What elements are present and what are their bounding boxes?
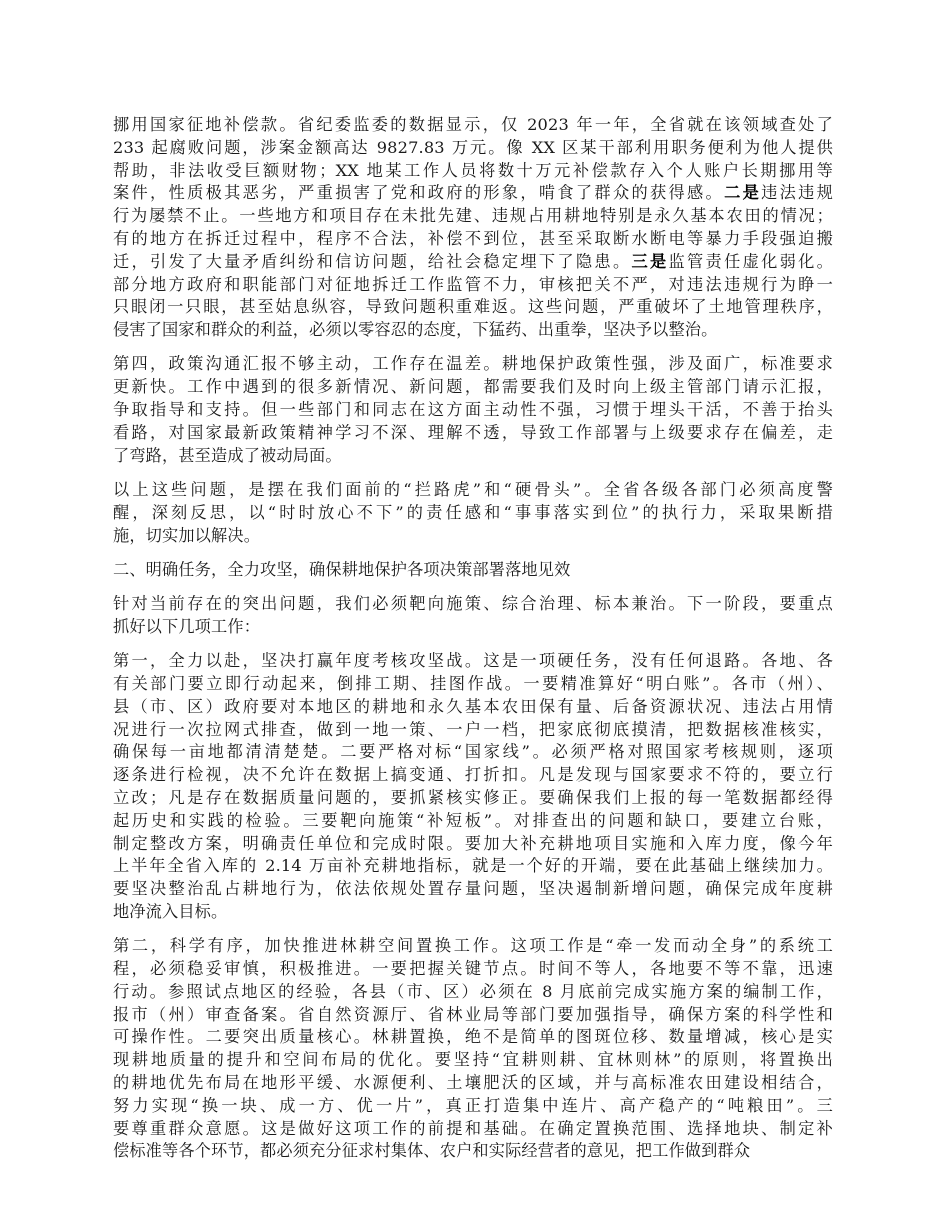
text-run: 的耕地优先布局在地形平缓、水源便利、土壤肥沃的区域，并与高标准农田建设相结合，	[113, 1073, 833, 1093]
text-run: 违法违规	[761, 183, 833, 203]
text-run: 行为屡禁不止。一些地方和项目存在未批先建、违规占用耕地特别是永久基本农田的情况；	[113, 206, 833, 226]
text-run: 挪用国家征地补偿款。省纪委监委的数据显示，仅 2023 年一年，全省就在该领域查处了	[113, 115, 833, 134]
text-run: 帮助，非法收受巨额财物；XX 地某工作人员将数十万元补偿款存入个人账户长期挪用等	[113, 160, 833, 180]
text-line	[113, 593, 833, 616]
text-line	[113, 1004, 833, 1027]
text-run: 迁，引发了大量矛盾纠纷和信访问题，给社会稳定埋下了隐患。	[113, 251, 632, 271]
text-run: 要尊重群众意愿。这是做好这项工作的前提和基础。在确定置换范围、选择地块、制定补	[113, 1118, 833, 1138]
text-line	[113, 137, 833, 160]
text-line	[113, 981, 833, 1004]
text-run: 努力实现“换一块、成一方、优一片”，真正打造集中连片、高产稳产的“吨粮田”。三	[113, 1095, 833, 1115]
text-line	[113, 182, 833, 205]
text-run: 第四，政策沟通汇报不够主动，工作存在温差。耕地保护政策性强，涉及面广，标准要求	[113, 354, 833, 374]
text-run: 县（市、区）政府要对本地区的耕地和永久基本农田保有量、后备资源状况、违法占用情	[113, 696, 833, 716]
paragraph	[113, 479, 833, 547]
text-run: 程，必须稳妥审慎，积极推进。一要把握关键节点。时间不等人，各地要不等不靠，迅速	[113, 959, 833, 979]
text-line	[113, 1072, 833, 1095]
bold-emphasis: 三是	[631, 251, 669, 271]
text-line	[113, 228, 833, 251]
text-run: 可操作性。二要突出质量核心。林耕置换，绝不是简单的图斑位移、数量增减，核心是实	[113, 1027, 833, 1047]
text-run: 确保每一亩地都清清楚楚。二要严格对标“国家线”。必须严格对照国家考核规则，逐项	[113, 742, 833, 762]
text-run: 立改；凡是存在数据质量问题的，要抓紧核实修正。要确保我们上报的每一笔数据都经得	[113, 788, 833, 808]
text-run: 施，切实加以解决。	[113, 525, 261, 545]
text-run: 监管责任虚化弱化。	[668, 251, 833, 271]
text-line	[113, 878, 833, 901]
text-line	[113, 251, 833, 274]
text-line	[113, 650, 833, 673]
text-line	[113, 376, 833, 399]
text-line	[113, 445, 833, 468]
text-run: 以上这些问题，是摆在我们面前的“拦路虎”和“硬骨头”。全省各级各部门必须高度警	[113, 479, 833, 499]
text-run: 看路，对国家最新政策精神学习不深、理解不透，导致工作部署与上级要求存在偏差，走	[113, 422, 833, 442]
text-run: 抓好以下几项工作：	[113, 616, 261, 636]
text-line	[113, 1140, 833, 1163]
text-run: 上半年全省入库的 2.14 万亩补充耕地指标，就是一个好的开端，要在此基础上继续加力。	[113, 856, 833, 876]
text-run: 况进行一次拉网式排查，做到一地一策、一户一档，把家底彻底摸清，把数据核准核实，	[113, 719, 833, 739]
text-line	[113, 1095, 833, 1118]
text-run: 行动。参照试点地区的经验，各县（市、区）必须在 8 月底前完成实施方案的编制工作，	[113, 981, 833, 1001]
text-run: 侵害了国家和群众的利益，必须以零容忍的态度，下猛药、出重拳，坚决予以整治。	[113, 320, 718, 340]
text-line	[113, 616, 833, 639]
text-run: 有关部门要立即行动起来，倒排工期、挂图作战。一要精准算好“明白账”。各市（州）、	[113, 674, 833, 694]
text-line	[113, 1118, 833, 1141]
text-run: 了弯路，甚至造成了被动局面。	[113, 445, 342, 465]
text-line	[113, 353, 833, 376]
text-line	[113, 559, 833, 582]
text-run: 醒，深刻反思，以“时时放心不下”的责任感和“事事落实到位”的执行力，采取果断措	[113, 502, 833, 522]
text-run: 针对当前存在的突出问题，我们必须靶向施策、综合治理、标本兼治。下一阶段，要重点	[113, 594, 833, 614]
text-line	[113, 696, 833, 719]
text-line	[113, 741, 833, 764]
text-line	[113, 787, 833, 810]
text-line	[113, 855, 833, 878]
text-line	[113, 833, 833, 856]
text-line	[113, 1026, 833, 1049]
text-run: 地净流入目标。	[113, 902, 228, 921]
text-run: 争取指导和支持。但一些部门和同志在这方面主动性不强，习惯于埋头干活，不善于抬头	[113, 400, 833, 420]
paragraph	[113, 650, 833, 924]
text-run: 逐条进行检视，决不允许在数据上搞变通、打折扣。凡是发现与国家要求不符的，要立行	[113, 765, 833, 785]
text-line	[113, 479, 833, 502]
text-line	[113, 1049, 833, 1072]
text-line	[113, 502, 833, 525]
section-heading	[113, 559, 833, 582]
paragraph	[113, 935, 833, 1163]
text-line	[113, 935, 833, 958]
text-line	[113, 296, 833, 319]
text-run: 偿标准等各个环节，都必须充分征求村集体、农户和实际经营者的意见，把工作做到群众	[113, 1141, 751, 1161]
text-run: 起历史和实践的检验。三要靶向施策“补短板”。对排查出的问题和缺口，要建立台账，	[113, 810, 833, 830]
text-line	[113, 958, 833, 981]
paragraph	[113, 114, 833, 342]
paragraph	[113, 353, 833, 467]
text-run: 报市（州）审查备案。省自然资源厅、省林业局等部门要加强指导，确保方案的科学性和	[113, 1004, 833, 1024]
text-run: 有的地方在拆迁过程中，程序不合法，补偿不到位，甚至采取断水断电等暴力手段强迫搬	[113, 228, 833, 248]
text-run: 第二，科学有序，加快推进林耕空间置换工作。这项工作是“牵一发而动全身”的系统工	[113, 936, 833, 956]
text-line	[113, 901, 833, 924]
text-line	[113, 274, 833, 297]
text-run: 只眼闭一只眼，甚至姑息纵容，导致问题积重难返。这些问题，严重破坏了土地管理秩序，	[113, 297, 833, 317]
text-run: 更新快。工作中遇到的很多新情况、新问题，都需要我们及时向上级主管部门请示汇报，	[113, 377, 833, 397]
text-run: 233 起腐败问题，涉案金额高达 9827.83 万元。像 XX 区某干部利用职务便利为他人提供	[113, 137, 833, 157]
text-line	[113, 319, 833, 342]
document-body	[113, 114, 833, 1163]
text-line	[113, 114, 833, 137]
text-line	[113, 422, 833, 445]
text-line	[113, 719, 833, 742]
text-run: 要坚决整治乱占耕地行为，依法依规处置存量问题，坚决遏制新增问题，确保完成年度耕	[113, 879, 833, 899]
text-line	[113, 205, 833, 228]
text-run: 现耕地质量的提升和空间布局的优化。要坚持“宜耕则耕、宜林则林”的原则，将置换出	[113, 1050, 833, 1070]
text-line	[113, 525, 833, 548]
document-page	[113, 114, 833, 1175]
text-line	[113, 764, 833, 787]
text-run: 部分地方政府和职能部门对征地拆迁工作监管不力，审核把关不严，对违法违规行为睁一	[113, 274, 833, 294]
text-run: 案件，性质极其恶劣，严重损害了党和政府的形象，啃食了群众的获得感。	[113, 183, 725, 203]
text-line	[113, 399, 833, 422]
text-run: 第一，全力以赴，坚决打赢年度考核攻坚战。这是一项硬任务，没有任何退路。各地、各	[113, 651, 833, 671]
text-line	[113, 673, 833, 696]
paragraph	[113, 593, 833, 639]
text-line	[113, 160, 833, 183]
bold-emphasis: 二是	[724, 183, 762, 203]
text-line	[113, 810, 833, 833]
text-run: 二、明确任务，全力攻坚，确保耕地保护各项决策部署落地见效	[113, 559, 571, 579]
text-run: 制定整改方案，明确责任单位和完成时限。要加大补充耕地项目实施和入库力度，像今年	[113, 833, 833, 853]
